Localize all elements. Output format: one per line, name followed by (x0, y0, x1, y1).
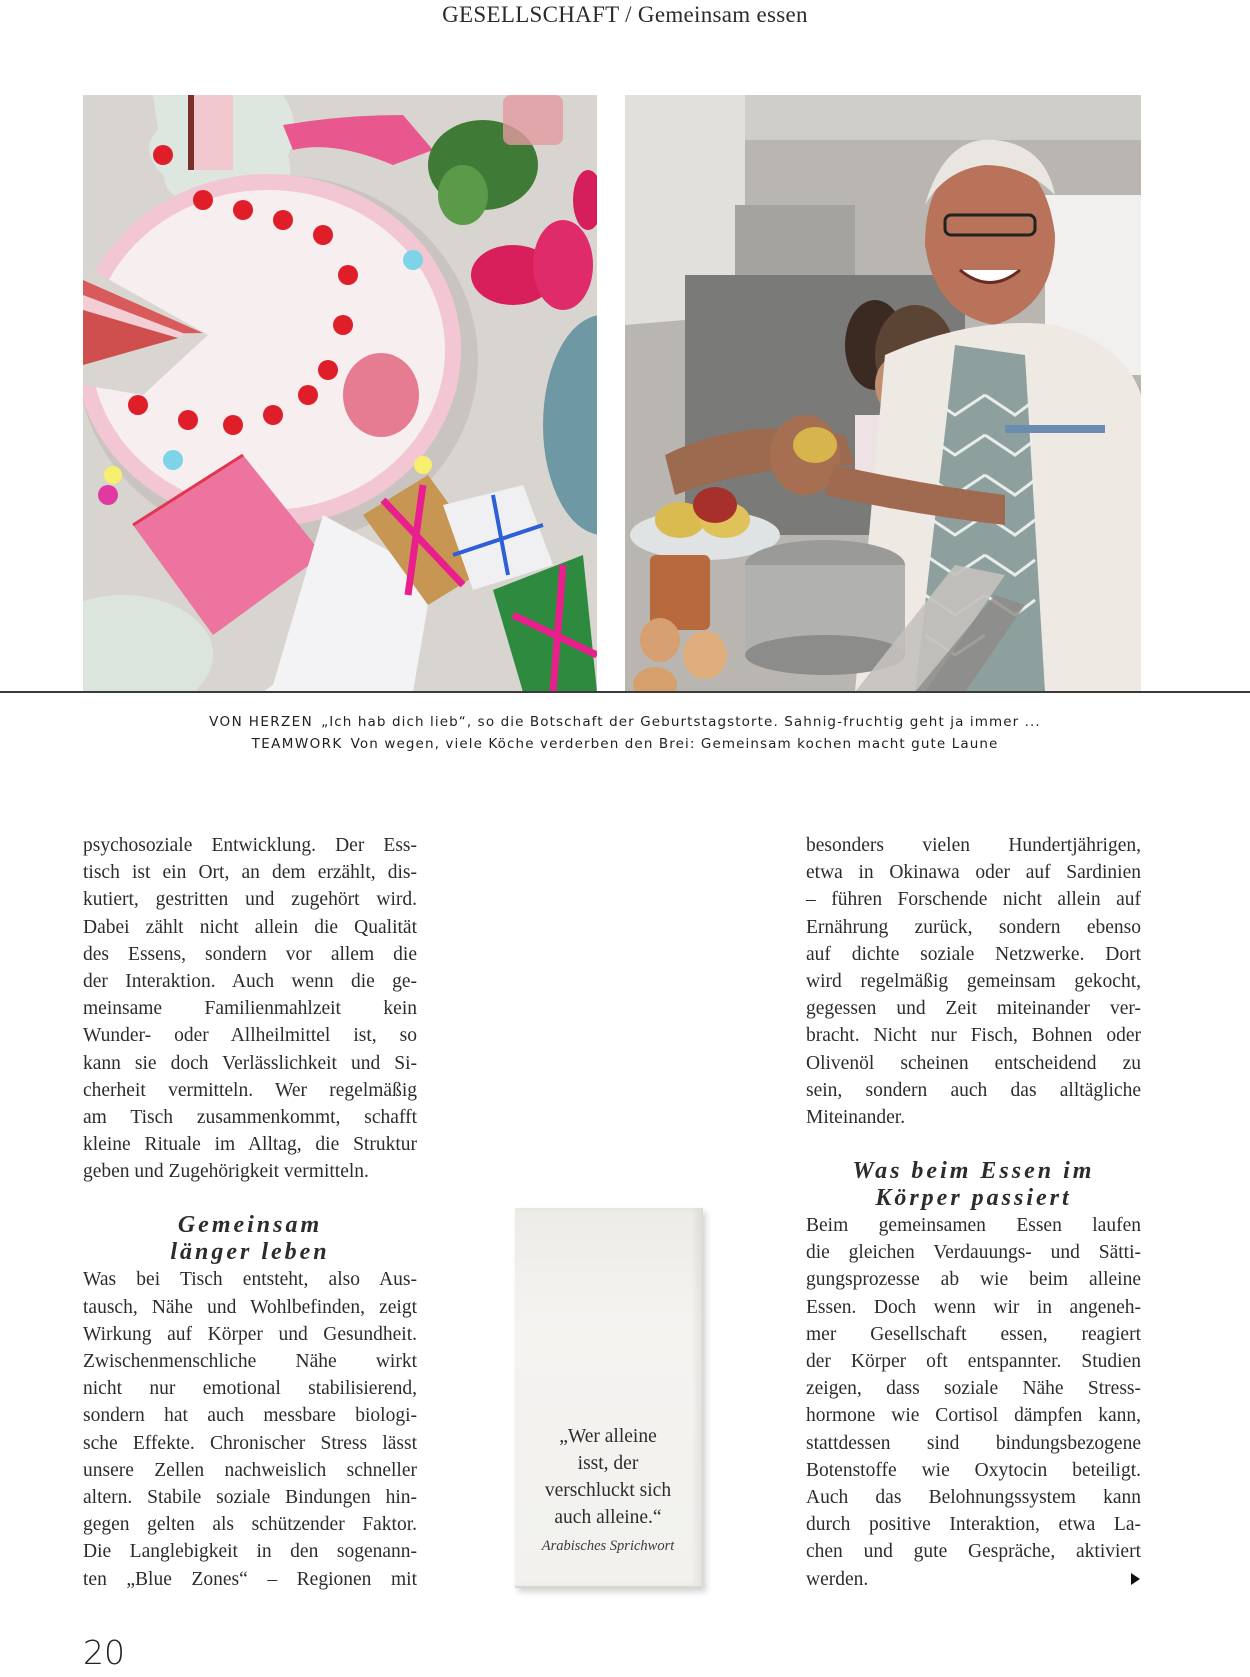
text-line: des Essens, sondern vor allem die (83, 943, 417, 965)
subheading-was-beim-essen-passiert (806, 1158, 1141, 1212)
napkin-quote-box (515, 1208, 703, 1588)
text-line: etwa in Okinawa oder auf Sardinien (806, 862, 1141, 884)
caption-kicker: VON HERZEN (209, 714, 314, 730)
text-line: Dabei zählt nicht allein die Qualität (83, 916, 417, 938)
text-line: zeigen, dass soziale Nähe Stress- (806, 1378, 1141, 1400)
text-line: sche Effekte. Chronischer Stress lässt (83, 1432, 417, 1454)
text-line: Auch das Belohnungssystem kann (806, 1486, 1141, 1508)
paragraph (83, 832, 417, 1185)
text-line: hormone wie Cortisol dämpfen kann, (806, 1405, 1141, 1427)
quote-line: auch alleine.“ (554, 1507, 662, 1528)
text-line: Zwischenmenschliche Nähe wirkt (83, 1351, 417, 1372)
article-column-left (83, 832, 417, 1593)
article-column-right (806, 832, 1141, 1593)
text-line: besonders vielen Hundertjährigen, (806, 835, 1141, 856)
photo-caption-right (0, 736, 1250, 752)
text-line: geben und Zugehörigkeit vermitteln. (83, 1161, 369, 1183)
subheading-line: Körper passiert (875, 1185, 1072, 1212)
text-line: der Körper oft entspannter. Studien (806, 1351, 1141, 1372)
text-line: Miteinander. (806, 1106, 906, 1128)
text-line: kleine Rituale im Alltag, die Struktur (83, 1134, 417, 1156)
paragraph (806, 832, 1141, 1131)
text-line: Olivenöl scheinen entscheidend zu (806, 1052, 1141, 1074)
text-line: tausch, Nähe und Wohlbefinden, zeigt (83, 1296, 417, 1318)
text-line: kann sie doch Verlässlichkeit und Si- (83, 1052, 417, 1074)
text-line: die gleichen Verdauungs- und Sätti- (806, 1242, 1141, 1264)
text-line: Beim gemeinsamen Essen laufen (806, 1215, 1141, 1237)
section-header: GESELLSCHAFT / Gemeinsam essen (442, 2, 808, 27)
text-line: ten „Blue Zones“ – Regionen mit (83, 1568, 417, 1590)
text-line: Botenstoffe wie Oxytocin beteiligt. (806, 1459, 1141, 1481)
text-line: Wunder- oder Allheilmittel ist, so (83, 1025, 417, 1047)
text-line: nicht nur emotional stabilisierend, (83, 1378, 417, 1400)
photo-birthday-cake (83, 95, 597, 692)
text-line: Essen. Doch wenn wir in angeneh- (806, 1296, 1141, 1318)
text-line: der Interaktion. Auch wenn die ge- (83, 970, 417, 992)
text-line: Ernährung zurück, sondern ebenso (806, 916, 1141, 938)
subheading-line: Gemeinsam (177, 1212, 323, 1239)
text-line: psychosoziale Entwicklung. Der Ess- (83, 835, 417, 856)
text-line: gungsprozesse ab wie beim alleine (806, 1269, 1141, 1291)
subheading-gemeinsam-laenger-leben (83, 1212, 417, 1266)
text-line: durch positive Interaktion, etwa La- (806, 1514, 1141, 1536)
text-line: mer Gesellschaft essen, reagiert (806, 1323, 1141, 1345)
quote-source: Arabisches Sprichwort (541, 1538, 675, 1554)
text-line: wird regelmäßig gemeinsam gekocht, (806, 970, 1141, 992)
quote-line: isst, der (577, 1453, 639, 1474)
text-line: unsere Zellen nachweislich schneller (83, 1459, 417, 1481)
text-line: chen und gute Gespräche, aktiviert (806, 1541, 1141, 1563)
photo-caption-left (0, 714, 1250, 730)
pull-quote (515, 1423, 701, 1531)
text-line: gegen gelten als schützender Faktor. (83, 1514, 417, 1536)
divider-rule (0, 691, 1250, 693)
quote-line: verschluckt sich (544, 1480, 672, 1501)
page-number: 20 (83, 1633, 125, 1672)
text-line: Wirkung auf Körper und Gesundheit. (83, 1323, 417, 1345)
paragraph (806, 1212, 1141, 1593)
caption-kicker: TEAMWORK (251, 736, 343, 752)
text-line: sein, sondern auch das alltägliche (806, 1079, 1141, 1101)
text-line: Was bei Tisch entsteht, also Aus- (83, 1269, 417, 1291)
text-line: meinsame Familienmahlzeit kein (83, 998, 417, 1020)
caption-text: „Ich hab dich lieb“, so die Botschaft der Geburtstagstorte. Sahnig-fruchtig geht ja immer ... (321, 714, 1041, 730)
text-line: – führen Forschende nicht allein auf (806, 889, 1141, 911)
photo-cooking-together (625, 95, 1141, 692)
text-line: altern. Stabile soziale Bindungen hin- (83, 1486, 417, 1508)
continue-arrow-icon (1131, 1573, 1140, 1585)
text-line: kutiert, gestritten und zugehört wird. (83, 889, 417, 911)
quote-line: „Wer alleine (559, 1426, 657, 1447)
subheading-line: Was beim Essen im (852, 1158, 1095, 1185)
paragraph (83, 1266, 417, 1592)
text-line: Die Langlebigkeit in den sogenann- (83, 1541, 417, 1563)
text-line: werden. (806, 1568, 869, 1590)
text-line: gegessen und Zeit miteinander ver- (806, 998, 1141, 1020)
text-line: cherheit vermitteln. Wer regelmäßig (83, 1079, 417, 1101)
text-line: stattdessen sind bindungsbezogene (806, 1432, 1141, 1454)
text-line: am Tisch zusammenkommt, schafft (83, 1106, 417, 1128)
text-line: sondern hat auch messbare biologi- (83, 1405, 417, 1427)
caption-text: Von wegen, viele Köche verderben den Brei: Gemeinsam kochen macht gute Laune (350, 736, 999, 752)
text-line: bracht. Nicht nur Fisch, Bohnen oder (806, 1025, 1141, 1047)
text-line: tisch ist ein Ort, an dem erzählt, dis- (83, 862, 417, 884)
subheading-line: länger leben (170, 1239, 330, 1266)
text-line: auf dichte soziale Netzwerke. Dort (806, 943, 1141, 965)
